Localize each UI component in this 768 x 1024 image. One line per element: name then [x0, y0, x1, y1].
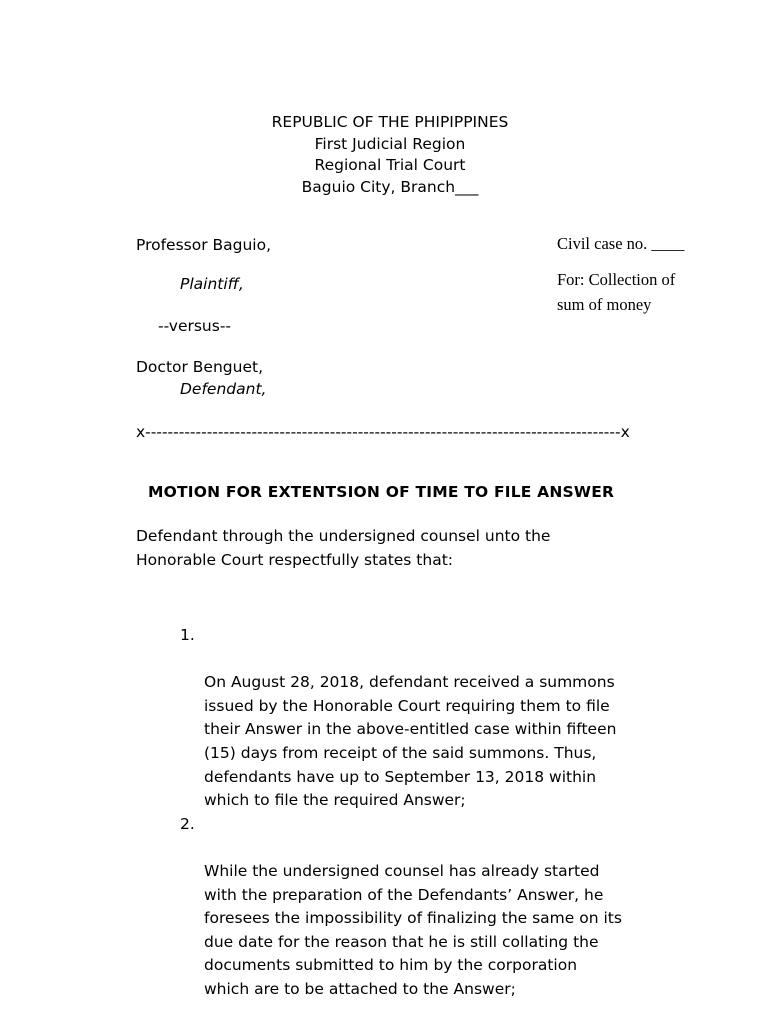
defendant-name: Doctor Benguet, [136, 358, 263, 376]
motion-title: MOTION FOR EXTENTSION OF TIME TO FILE ANSWER [148, 483, 615, 501]
case-nature-line1: For: Collection of [557, 270, 676, 289]
caption-divider: x-------------------------------------------------------------------------------------x [136, 423, 630, 441]
header-trial-court: Regional Trial Court [314, 156, 466, 174]
defendant-role: Defendant, [180, 380, 267, 398]
list-item-number: 1. [180, 626, 195, 644]
header-republic: REPUBLIC OF THE PHIPIPPINES [271, 113, 509, 131]
list-item [180, 813, 700, 1002]
numbered-list [180, 624, 700, 1002]
header-branch: Baguio City, Branch___ [301, 177, 479, 196]
list-item-text: On August 28, 2018, defendant received a summons issued by the Honorable Court requiring them to file their Answer in the above-entitled case within fifteen (15) days from receipt of the said summons. Thus, defendants have up to September 13, 2018 within which to file the required Answer; [204, 673, 617, 810]
court-header [0, 112, 768, 198]
plaintiff-role: Plaintiff, [180, 275, 244, 293]
list-item-text: While the undersigned counsel has already started with the preparation of the Defendants’ Answer, he foresees the impossibility of finalizing the same on its due date for the reason that he is still collating the documents submitted to him by the corporation which are to be attached to the Answer; [204, 861, 622, 998]
case-nature-line2: sum of money [557, 295, 652, 314]
civil-case-number: Civil case no. ____ [557, 234, 685, 253]
versus-label: --versus-- [158, 317, 232, 335]
header-judicial-region: First Judicial Region [314, 134, 466, 153]
list-item-number: 2. [180, 814, 195, 833]
plaintiff-name: Professor Baguio, [136, 236, 272, 254]
intro-paragraph: Defendant through the undersigned counsel unto the Honorable Court respectfully states that: [136, 527, 551, 569]
list-item [180, 624, 700, 813]
